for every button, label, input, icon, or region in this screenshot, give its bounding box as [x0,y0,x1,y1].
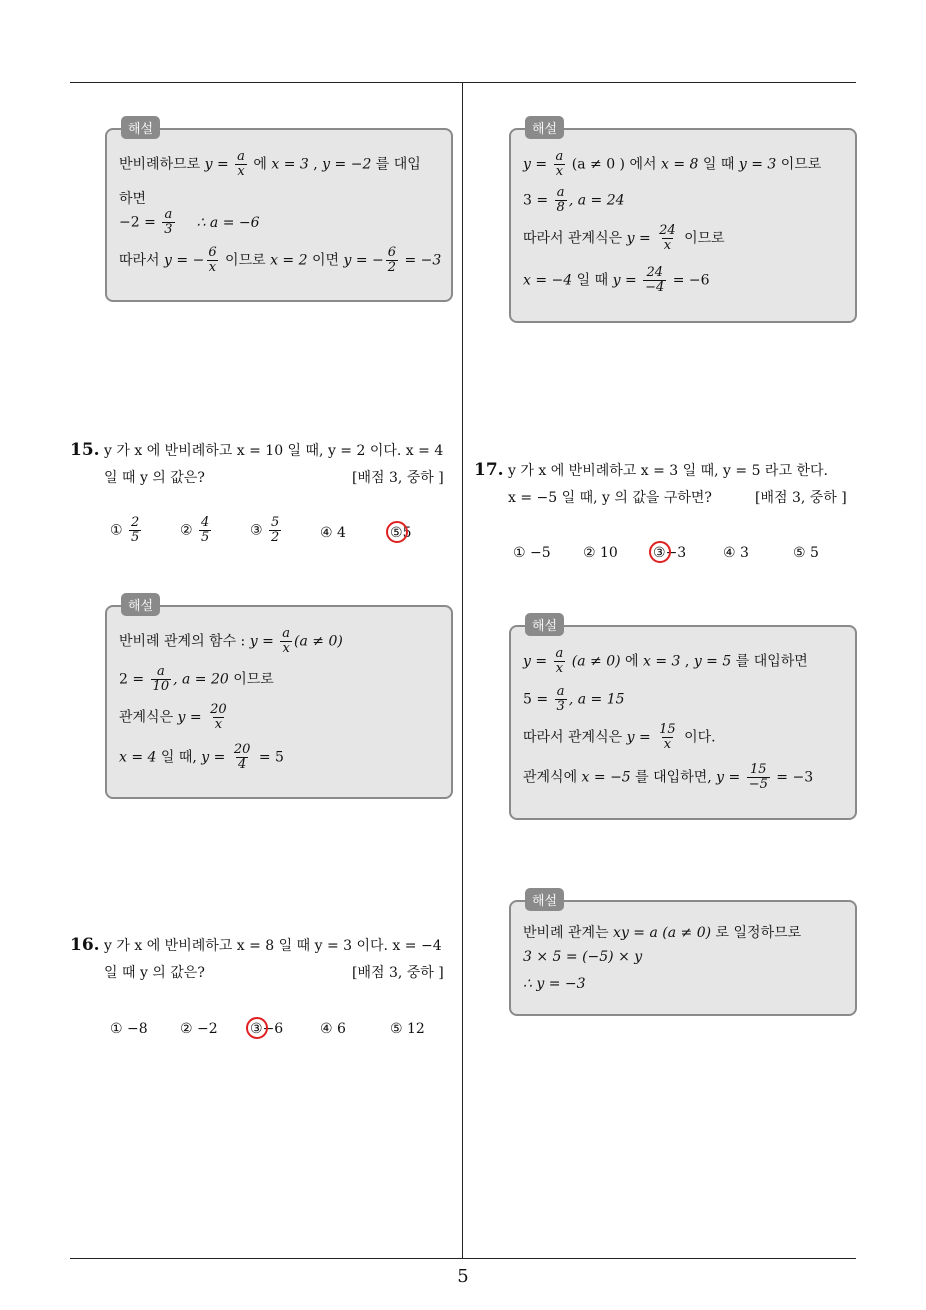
solution-line: y = $\frac{a}{x}$ (a ≠ 0 ) 에서 x = 8 일 때 y = 3 이므로 [523,149,822,179]
solution-line: 반비례 관계의 함수 : y = $\frac{a}{x}$ (a ≠ 0) [119,626,343,656]
solution-tag: 해설 [121,593,160,616]
option-2[interactable]: ② 10 [583,545,618,561]
fraction: $\frac{6}{x}$ [208,245,217,275]
option-3[interactable]: ③−6 [250,1021,284,1037]
solution-line: 반비례 관계는 xy = a (a ≠ 0) 로 일정하므로 [523,925,802,941]
solution-line: 3 × 5 = (−5) × y [523,949,643,965]
question-16 [70,935,442,955]
question-number: 16. [70,935,100,955]
solution-line: 2 = $\frac{a}{10}$ , a = 20 이므로 [119,664,274,694]
answer-mark [386,521,408,543]
option-1[interactable]: ① −5 [513,545,551,561]
solution-line: 3 = $\frac{a}{8}$ , a = 24 [523,185,625,215]
question-number: 17. [474,460,504,480]
question-text-line2: 일 때 y 의 값은? [104,965,205,981]
score-label: [배점 3, 중하 ] [352,965,444,981]
option-1[interactable]: ① $\frac{2}{5}$ [110,515,140,545]
page-number: 5 [457,1266,469,1287]
fraction: $\frac{a}{10}$ [152,664,170,694]
fraction: $\frac{a}{3}$ [164,207,173,237]
bottom-rule [70,1258,856,1259]
question-number: 15. [70,440,100,460]
fraction: $\frac{a}{x}$ [282,626,291,656]
solution-line: x = −4 일 때 y = $\frac{24}{-4}$ = −6 [523,265,710,295]
solution-tag: 해설 [525,613,564,636]
fraction: $\frac{a}{8}$ [556,185,565,215]
option-2[interactable]: ② $\frac{4}{5}$ [180,515,210,545]
score-label: [배점 3, 중하 ] [755,490,847,506]
fraction: $\frac{20}{x}$ [210,702,227,732]
option-4[interactable]: ④ 4 [320,525,346,541]
solution-box-top-right [509,122,857,323]
fraction: $\frac{a}{x}$ [555,646,564,676]
solution-line: 관계식에 x = −5 를 대입하면, y = $\frac{15}{-5}$ = −3 [523,762,814,792]
solution-line: y = $\frac{a}{x}$ (a ≠ 0) 에 x = 3 , y = 5 를 대입하면 [523,646,808,676]
solution-line: ∴ y = −3 [523,976,586,992]
option-5[interactable]: ⑤5 [390,525,412,541]
question-text: y 가 x 에 반비례하고 x = 10 일 때, y = 2 이다. x = 4 [104,443,444,459]
solution-line: 따라서 y = − $\frac{6}{x}$ 이므로 x = 2 이면 y = − $\frac{6}{2}$ = −3 [119,245,442,275]
solution-box-15 [105,599,453,799]
question-text: y 가 x 에 반비례하고 x = 3 일 때, y = 5 라고 한다. [508,463,828,479]
option-1[interactable]: ① −8 [110,1021,148,1037]
option-4[interactable]: ④ 3 [723,545,749,561]
question-15 [70,440,443,460]
solution-line: 따라서 관계식은 y = $\frac{24}{x}$ 이므로 [523,223,725,253]
fraction: $\frac{a}{3}$ [556,684,565,714]
fraction: $\frac{15}{-5}$ [748,762,768,792]
fraction: $\frac{24}{x}$ [659,223,676,253]
fraction: $\frac{a}{x}$ [237,149,245,179]
solution-tag: 해설 [525,888,564,911]
fraction: $\frac{20}{4}$ [233,742,251,772]
question-17 [474,460,828,480]
top-rule [70,82,856,83]
option-3[interactable]: ③−3 [653,545,687,561]
solution-line: 5 = $\frac{a}{3}$ , a = 15 [523,684,625,714]
solution-line: 반비례하므로 y = $\frac{a}{x}$ 에 x = 3 , y = −2 를 대입 [119,149,421,179]
solution-line: 관계식은 y = $\frac{20}{x}$ [119,702,227,732]
fraction: $\frac{a}{x}$ [555,149,564,179]
answer-mark [246,1017,268,1039]
question-text-line2: 일 때 y 의 값은? [104,470,205,486]
fraction: $\frac{6}{2}$ [387,245,397,275]
answer-mark [649,541,671,563]
option-3[interactable]: ③ $\frac{5}{2}$ [250,515,280,545]
option-5[interactable]: ⑤ 12 [390,1021,425,1037]
solution-box-17-alt [509,894,857,1016]
solution-tag: 해설 [525,116,564,139]
question-text: y 가 x 에 반비례하고 x = 8 일 때 y = 3 이다. x = −4 [104,938,442,954]
solution-line: 하면 [119,191,147,207]
option-5[interactable]: ⑤ 5 [793,545,819,561]
question-text-line2: x = −5 일 때, y 의 값을 구하면? [508,490,712,506]
option-4[interactable]: ④ 6 [320,1021,346,1037]
solution-tag: 해설 [121,116,160,139]
column-divider [462,82,463,1258]
solution-box-14 [105,122,453,302]
fraction: $\frac{15}{x}$ [659,722,676,752]
score-label: [배점 3, 중하 ] [352,470,444,486]
option-2[interactable]: ② −2 [180,1021,218,1037]
solution-box-17 [509,619,857,820]
fraction: $\frac{24}{-4}$ [645,265,665,295]
solution-line: 따라서 관계식은 y = $\frac{15}{x}$ 이다. [523,722,716,752]
solution-line: −2 = $\frac{a}{3}$ ∴ a = −6 [119,207,260,237]
solution-line: x = 4 일 때, y = $\frac{20}{4}$ = 5 [119,742,284,772]
